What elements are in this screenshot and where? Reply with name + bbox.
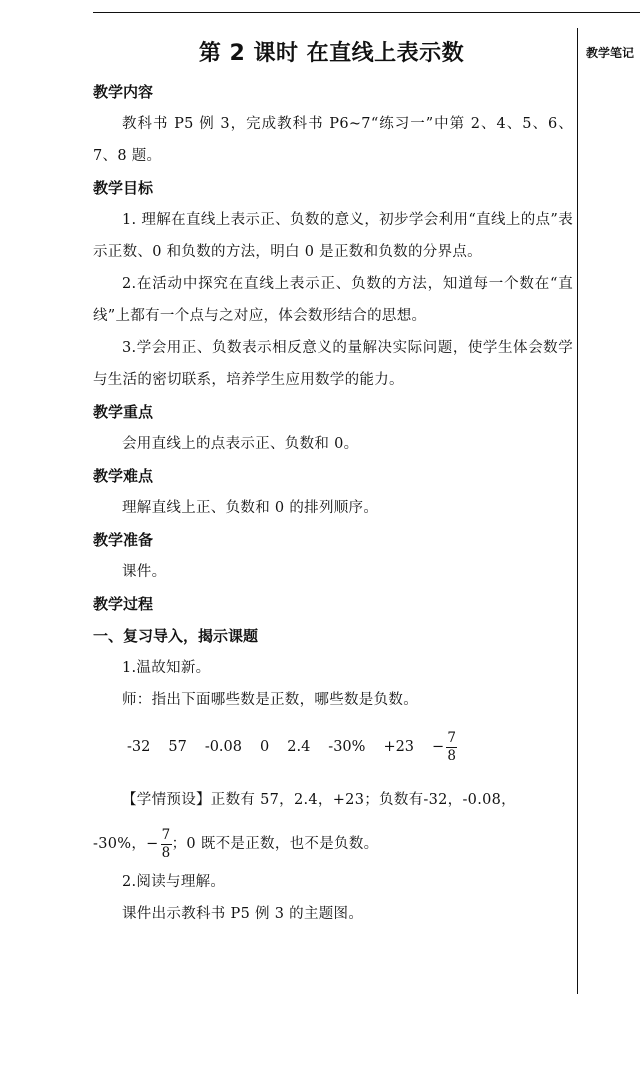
preset-line-2 — [93, 822, 573, 866]
fraction-sign: − — [146, 836, 159, 852]
number-item: +23 — [383, 739, 415, 755]
lesson-title: 第 2 课时 在直线上表示数 — [198, 41, 465, 66]
preset-line-2-prefix: -30%， — [93, 836, 147, 852]
number-item: 0 — [260, 739, 270, 755]
process-step2: 2.阅读与理解。 — [122, 874, 226, 890]
number-item: -30% — [328, 739, 366, 755]
preset-line-1: 【学情预设】正数有 57，2.4，+23；负数有-32，-0.08， — [122, 792, 516, 808]
number-item: -0.08 — [204, 739, 242, 755]
key-point-text: 会用直线上的点表示正、负数和 0。 — [122, 436, 359, 452]
fraction-negative-seven-eighths — [432, 731, 457, 764]
process-part1-heading: 一、复习导入，揭示课题 — [93, 627, 259, 645]
fraction-denominator: 8 — [447, 747, 456, 764]
fraction-denominator: 8 — [161, 844, 171, 861]
number-item: -32 — [127, 739, 151, 755]
section-heading-key-point: 教学重点 — [93, 403, 154, 421]
number-item: 57 — [168, 739, 187, 755]
section-heading-preparation: 教学准备 — [93, 531, 154, 549]
preset-line-2-suffix: ；0 既不是正数，也不是负数。 — [171, 836, 379, 852]
teacher-prompt: 师：指出下面哪些数是正数，哪些数是负数。 — [122, 692, 418, 708]
difficulty-text: 理解直线上正、负数和 0 的排列顺序。 — [122, 500, 379, 516]
number-item: 2.4 — [287, 739, 311, 755]
section-heading-goals: 教学目标 — [93, 179, 154, 197]
fraction-numerator: 7 — [161, 826, 171, 843]
fraction-sign: − — [432, 739, 445, 755]
content-text: 教科书 P5 例 3，完成教科书 P6~7“练习一”中第 2、4、5、6、7、8 题。 — [93, 116, 573, 164]
goal-item-1: 1. 理解在直线上表示正、负数的意义，初步学会利用“直线上的点”表示正数、0 和负数的方法，明白 0 是正数和负数的分界点。 — [93, 212, 573, 260]
fraction-numerator: 7 — [447, 729, 456, 746]
fraction-negative-seven-eighths-inline — [146, 822, 171, 866]
goal-item-3: 3.学会用正、负数表示相反意义的量解决实际问题，使学生体会数学与生活的密切联系，培养学生应用数学的能力。 — [93, 340, 573, 388]
process-step2-text: 课件出示教科书 P5 例 3 的主题图。 — [122, 906, 364, 922]
section-heading-process: 教学过程 — [93, 595, 154, 613]
goal-item-2: 2.在活动中探究在直线上表示正、负数的方法，知道每一个数在“直线”上都有一个点与之对应，体会数形结合的思想。 — [93, 276, 573, 324]
notes-column-divider — [577, 28, 578, 994]
top-rule — [93, 12, 640, 13]
section-heading-content: 教学内容 — [93, 83, 154, 101]
teaching-notes-label: 教学笔记 — [586, 46, 635, 60]
lesson-content — [93, 76, 573, 930]
number-list — [93, 716, 573, 778]
section-heading-difficulty: 教学难点 — [93, 467, 154, 485]
process-step1: 1.温故知新。 — [122, 660, 211, 676]
preparation-text: 课件。 — [122, 564, 167, 580]
